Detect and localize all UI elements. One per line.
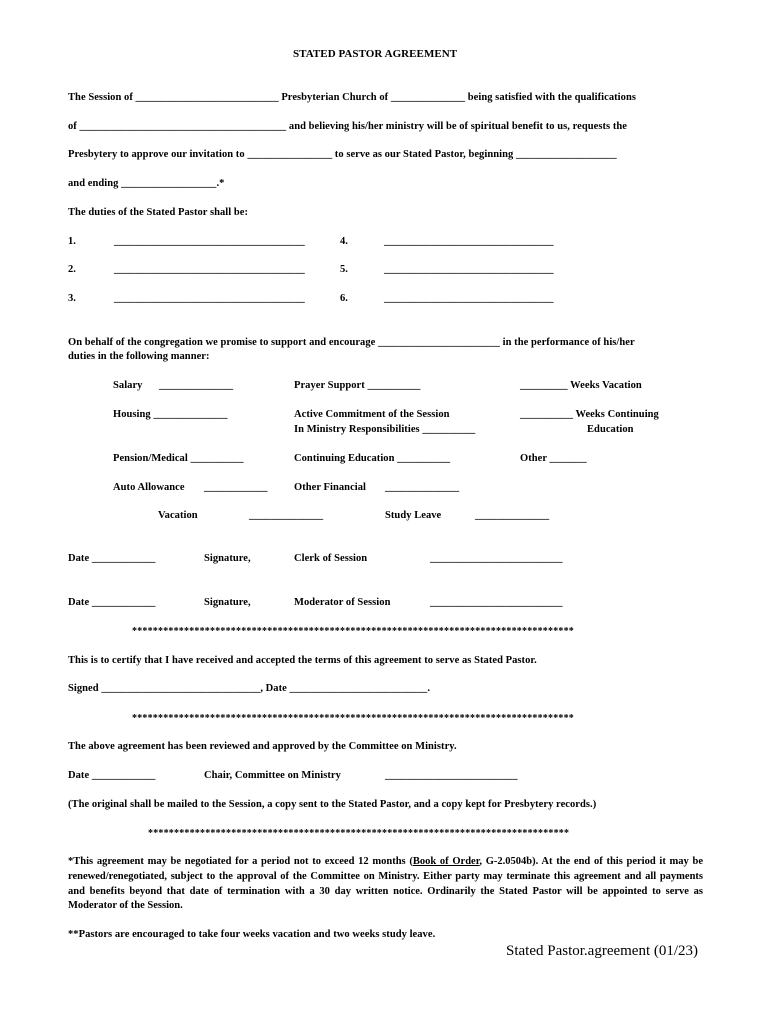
duty-blank: ________________________________ bbox=[384, 293, 554, 304]
weeks-vacation: _________ Weeks Vacation bbox=[520, 380, 642, 391]
book-of-order: Book of Order bbox=[412, 856, 480, 867]
chair-date: Date ____________ bbox=[68, 770, 156, 781]
duty-number: 6. bbox=[340, 293, 348, 304]
duty-blank: ____________________________________ bbox=[114, 293, 305, 304]
footnote-pre: *This agreement may be negotiated for a period not to exceed 12 months ( bbox=[68, 856, 413, 867]
active-commitment-2: In Ministry Responsibilities __________ bbox=[294, 424, 476, 435]
footer-label: Stated Pastor.agreement (01/23) bbox=[506, 943, 699, 959]
intro-line-1: The Session of ___________________________ Presbyterian Church of ______________ being satisfied with the qualifications bbox=[68, 92, 636, 103]
original-note: (The original shall be mailed to the Session, a copy sent to the Stated Pastor, and a copy kept for Presbytery records.) bbox=[68, 799, 597, 810]
study-leave-label: Study Leave bbox=[385, 510, 442, 521]
divider-stars: ************************************************************************************* bbox=[132, 626, 574, 637]
moderator-signature-label: Signature, bbox=[204, 597, 251, 608]
intro-line-2: of _______________________________________ and believing his/her ministry will be of spiritual benefit to us, requests the bbox=[68, 121, 628, 132]
salary-label: Salary bbox=[113, 380, 143, 391]
weeks-continuing-1: __________ Weeks Continuing bbox=[520, 409, 659, 420]
duties-heading: The duties of the Stated Pastor shall be: bbox=[68, 207, 249, 218]
vacation-blank: ______________ bbox=[249, 510, 324, 521]
moderator-date: Date ____________ bbox=[68, 597, 156, 608]
duty-number: 4. bbox=[340, 236, 348, 247]
active-commitment-1: Active Commitment of the Session bbox=[294, 409, 450, 420]
salary-blank: ______________ bbox=[159, 380, 234, 391]
duty-number: 5. bbox=[340, 264, 348, 275]
auto-allowance: Auto Allowance bbox=[113, 482, 185, 493]
footnote-post: , G-2.0504b). At the end of this period it may be renewed/renegotiated, subject to the approval of the Committee on Ministry. Either party may terminate this agreement and all payments and benefits beyond that date of termination with a 30 day written notice. Ordinarily the Stated Pastor will be appointed to serve as Moderator of the Session. bbox=[68, 856, 703, 912]
duty-number: 1. bbox=[68, 236, 76, 247]
divider-stars: ********************************************************************************* bbox=[148, 828, 570, 839]
clerk-date: Date ____________ bbox=[68, 553, 156, 564]
signed-line: Signed ______________________________, Date __________________________. bbox=[68, 683, 431, 694]
weeks-continuing-2: Education bbox=[587, 424, 634, 435]
duty-number: 2. bbox=[68, 264, 76, 275]
pension-medical: Pension/Medical __________ bbox=[113, 453, 244, 464]
promise-line-1: On behalf of the congregation we promise to support and encourage _______________________ in the performance of his/her bbox=[68, 337, 635, 348]
auto-allowance-blank: ____________ bbox=[204, 482, 268, 493]
moderator-signature-blank: _________________________ bbox=[430, 597, 563, 608]
continuing-education: Continuing Education __________ bbox=[294, 453, 451, 464]
divider-stars: ************************************************************************************* bbox=[132, 713, 574, 724]
clerk-signature-label: Signature, bbox=[204, 553, 251, 564]
vacation-note: **Pastors are encouraged to take four weeks vacation and two weeks study leave. bbox=[68, 929, 436, 940]
page-title: STATED PASTOR AGREEMENT bbox=[293, 48, 458, 60]
certify-statement: This is to certify that I have received and accepted the terms of this agreement to serve as Stated Pastor. bbox=[68, 655, 537, 666]
duty-number: 3. bbox=[68, 293, 76, 304]
housing: Housing ______________ bbox=[113, 409, 228, 420]
clerk-role: Clerk of Session bbox=[294, 553, 368, 564]
reviewed-statement: The above agreement has been reviewed and approved by the Committee on Ministry. bbox=[68, 741, 457, 752]
footnote-paragraph bbox=[68, 855, 703, 914]
intro-line-3: Presbytery to approve our invitation to ________________ to serve as our Stated Pastor, beginning ___________________ bbox=[68, 149, 617, 160]
duty-blank: ________________________________ bbox=[384, 236, 554, 247]
duty-blank: ________________________________ bbox=[384, 264, 554, 275]
other-benefit: Other _______ bbox=[520, 453, 587, 464]
study-leave-blank: ______________ bbox=[475, 510, 550, 521]
clerk-signature-blank: _________________________ bbox=[430, 553, 563, 564]
chair-signature-blank: _________________________ bbox=[385, 770, 518, 781]
duty-blank: ____________________________________ bbox=[114, 236, 305, 247]
vacation-label: Vacation bbox=[158, 510, 198, 521]
chair-label: Chair, Committee on Ministry bbox=[204, 770, 341, 781]
moderator-role: Moderator of Session bbox=[294, 597, 391, 608]
promise-line-2: duties in the following manner: bbox=[68, 351, 210, 362]
other-financial-blank: ______________ bbox=[385, 482, 460, 493]
other-financial: Other Financial bbox=[294, 482, 367, 493]
duty-blank: ____________________________________ bbox=[114, 264, 305, 275]
prayer-support: Prayer Support __________ bbox=[294, 380, 421, 391]
intro-line-4: and ending __________________.* bbox=[68, 178, 225, 189]
